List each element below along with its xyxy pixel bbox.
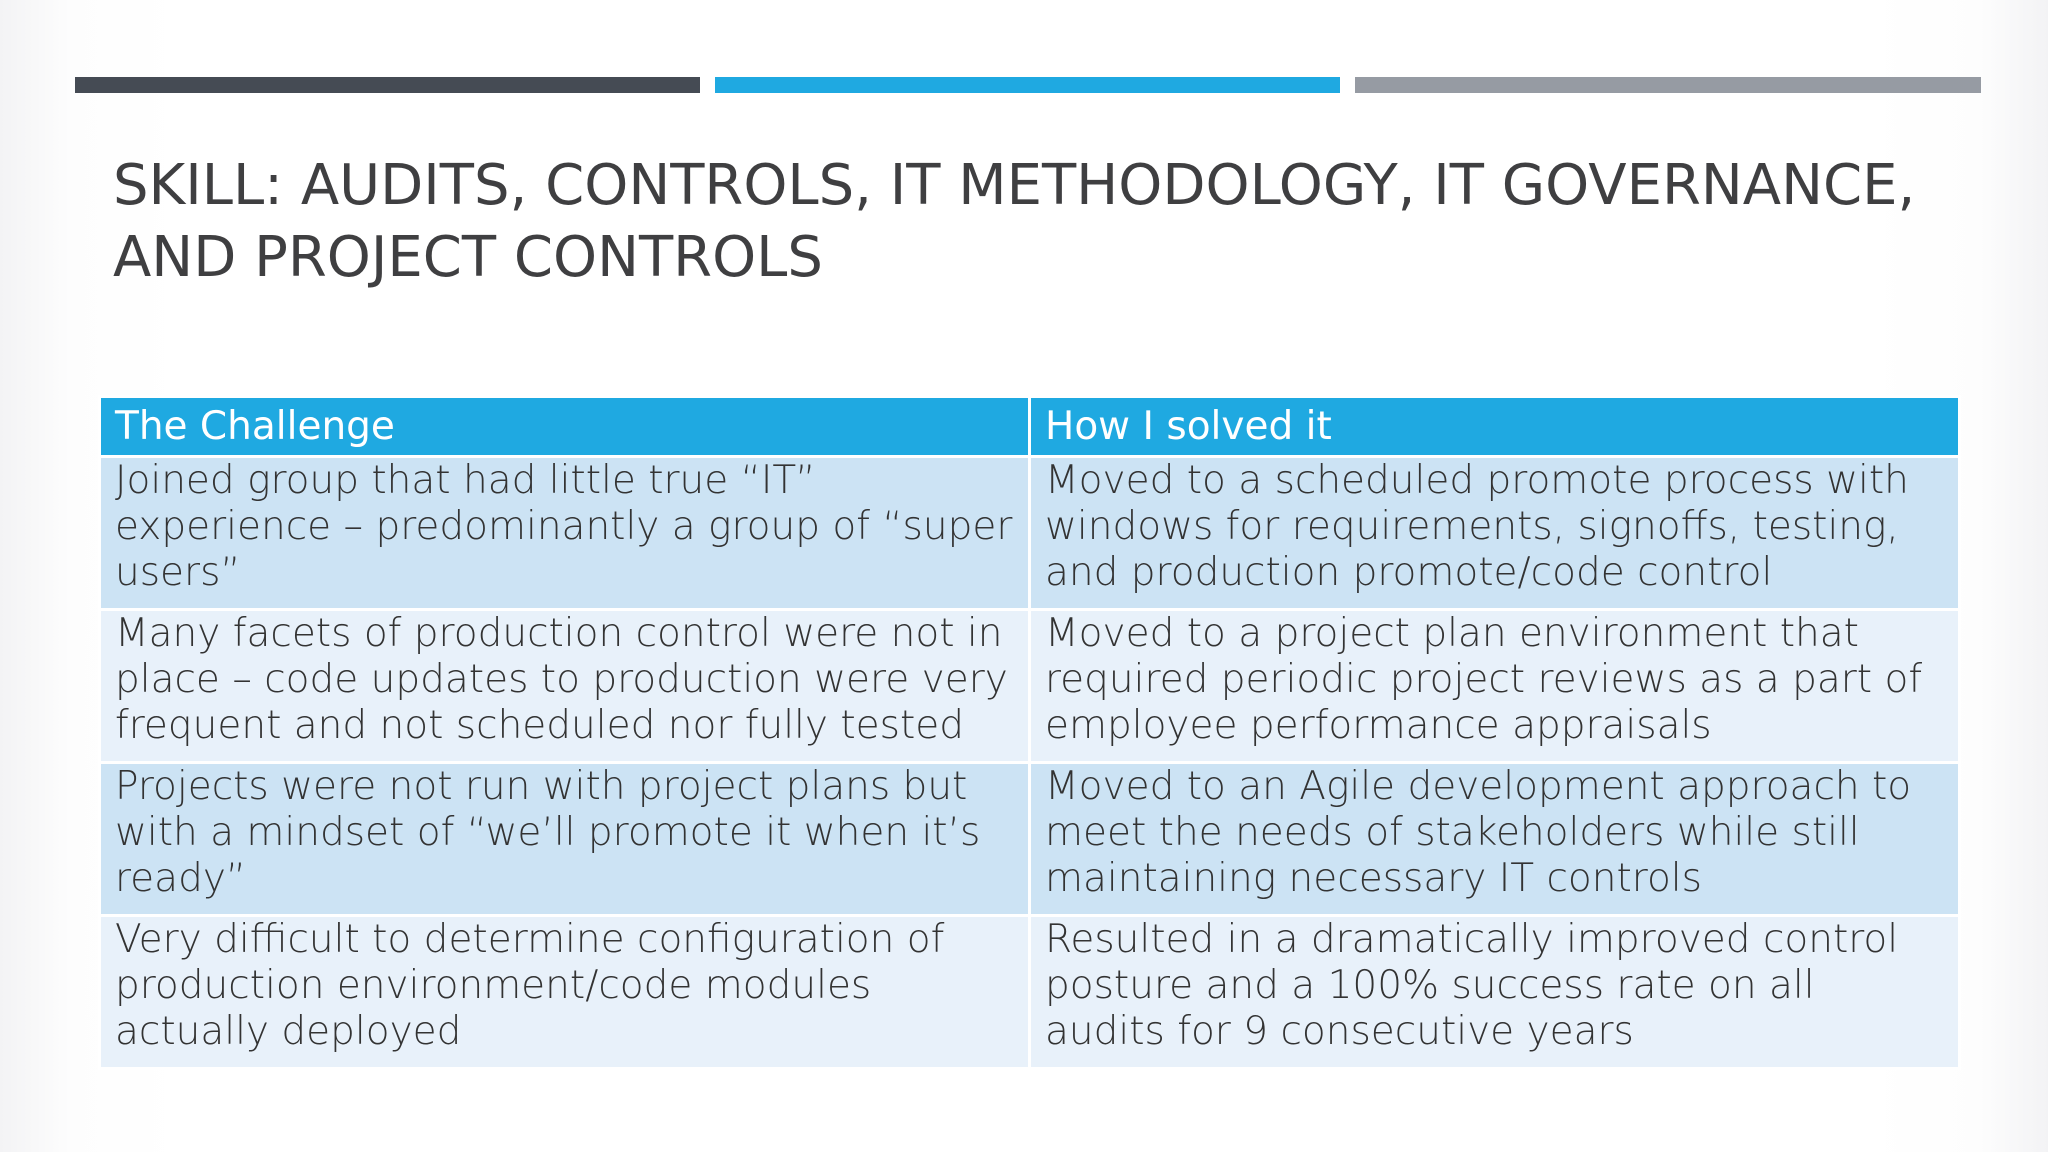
- challenge-solution-table: [98, 395, 1958, 1070]
- accent-bar-gray: [1355, 77, 1981, 93]
- accent-bar-blue: [715, 77, 1340, 93]
- accent-bar-dark: [75, 77, 700, 93]
- header-solution: How I solved it: [1030, 397, 1960, 457]
- solution-cell: Moved to a scheduled promote process with windows for requirements, signoffs, testing, and production promote/code control: [1030, 457, 1960, 610]
- challenge-cell: Projects were not run with project plans but with a mindset of “we’ll promote it when it’s ready”: [100, 763, 1030, 916]
- table-row: [100, 763, 1960, 916]
- table-header-row: [100, 397, 1960, 457]
- slide-title: SKILL: AUDITS, CONTROLS, IT METHODOLOGY, IT GOVERNANCE, AND PROJECT CONTROLS: [113, 153, 1916, 290]
- table-row: [100, 457, 1960, 610]
- header-challenge: The Challenge: [100, 397, 1030, 457]
- challenge-cell: Joined group that had little true “IT” experience – predominantly a group of “super users”: [100, 457, 1030, 610]
- solution-cell: Resulted in a dramatically improved control posture and a 100% success rate on all audits for 9 consecutive years: [1030, 916, 1960, 1069]
- table: [98, 395, 1961, 1070]
- table-row: [100, 610, 1960, 763]
- solution-cell: Moved to a project plan environment that required periodic project reviews as a part of employee performance appraisals: [1030, 610, 1960, 763]
- challenge-cell: Very difficult to determine configuration of production environment/code modules actually deployed: [100, 916, 1030, 1069]
- challenge-cell: Many facets of production control were not in place – code updates to production were very frequent and not scheduled nor fully tested: [100, 610, 1030, 763]
- solution-cell: Moved to an Agile development approach to meet the needs of stakeholders while still maintaining necessary IT controls: [1030, 763, 1960, 916]
- table-row: [100, 916, 1960, 1069]
